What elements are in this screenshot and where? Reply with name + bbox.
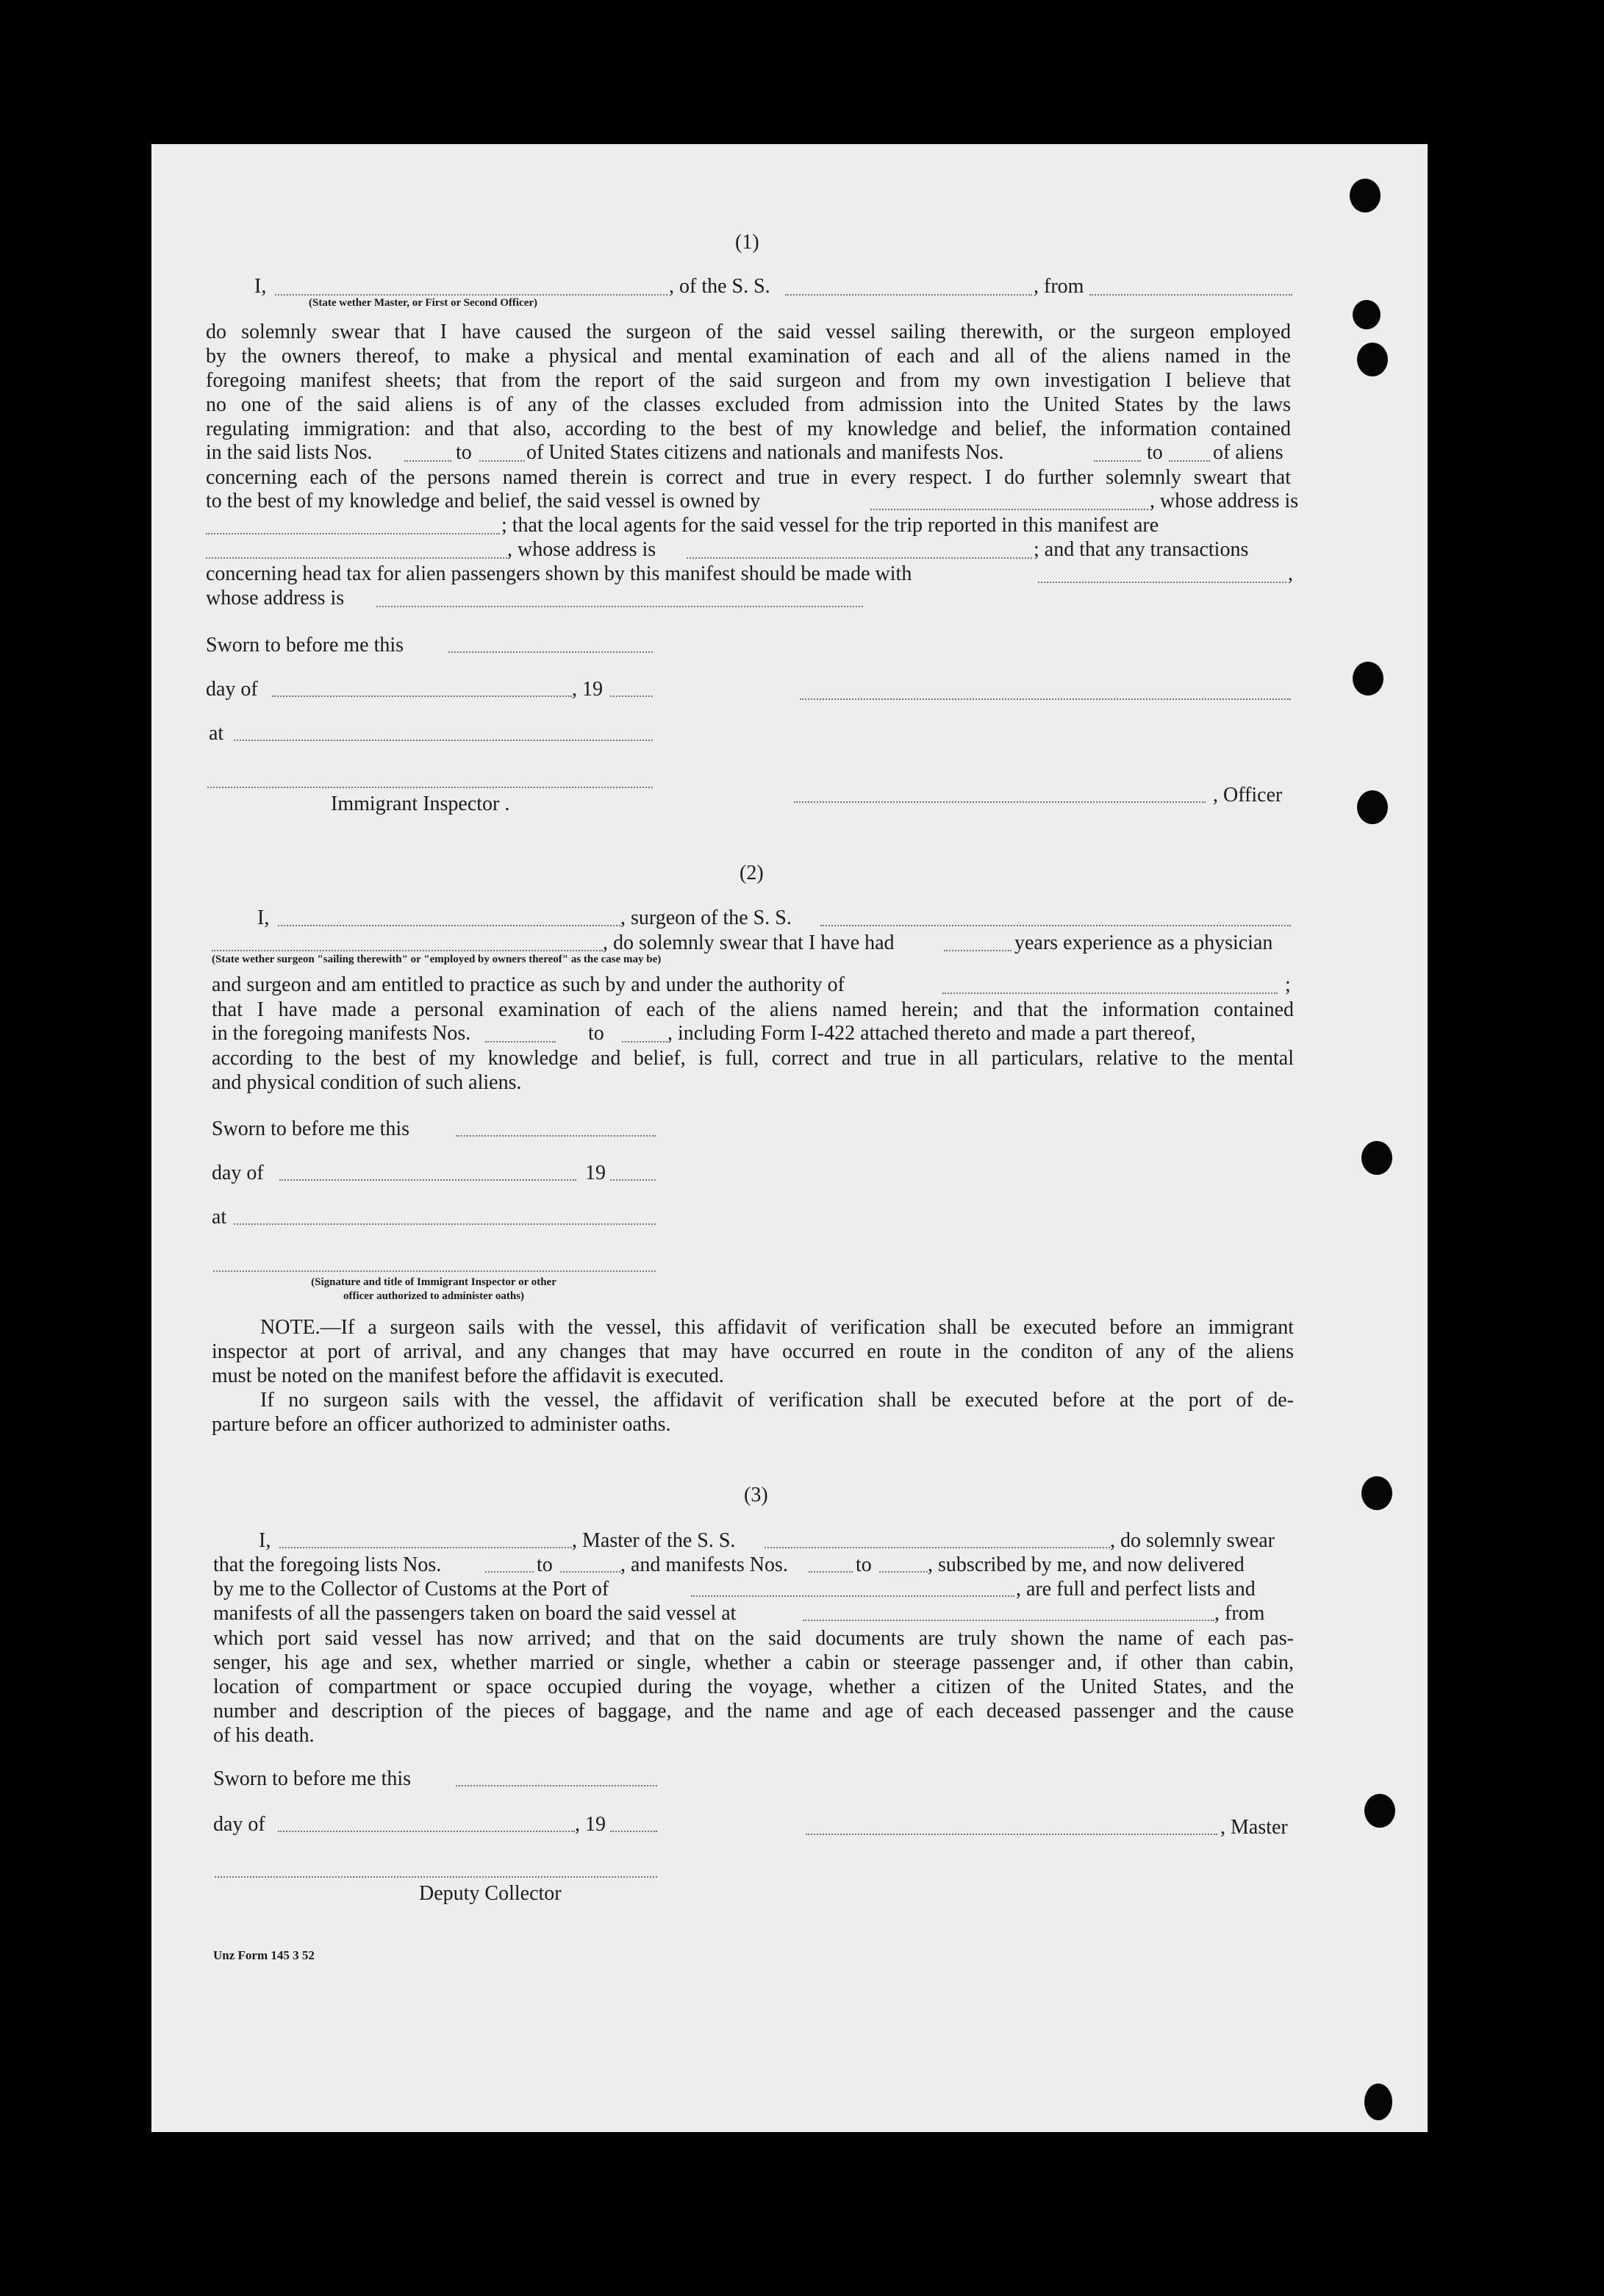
collector-port-label: by me to the Collector of Customs at the Port of xyxy=(213,1578,609,1601)
master-vessel-field[interactable] xyxy=(765,1547,1110,1548)
lists-from-field[interactable] xyxy=(404,460,451,462)
officer-rank-caption: (State wether Master, or First or Second Officer) xyxy=(309,297,538,309)
section-3-body xyxy=(213,1626,1294,1748)
to-label: to xyxy=(588,1022,604,1045)
to-label: to xyxy=(856,1553,872,1576)
delivered-label: , subscribed by me, and now delivered xyxy=(928,1553,1245,1576)
section-1-number: (1) xyxy=(735,231,759,254)
year-label: , 19 xyxy=(572,678,603,701)
master-of-label: , Master of the S. S. xyxy=(572,1529,736,1552)
punch-hole xyxy=(1361,1141,1392,1175)
local-agents-label: ; that the local agents for the said vessel for the trip reported in this manifest are xyxy=(501,514,1159,537)
body-line: and physical condition of such aliens. xyxy=(212,1071,522,1094)
section-3-i: I, xyxy=(259,1529,271,1552)
lists-nos-label: that the foregoing lists Nos. xyxy=(213,1553,442,1576)
note-paragraph-2 xyxy=(212,1388,1294,1437)
lists-to-field[interactable] xyxy=(560,1571,620,1573)
day-of-field[interactable] xyxy=(278,1831,575,1832)
officer-signature-extra-field[interactable] xyxy=(800,698,1291,700)
form-number: Unz Form 145 3 52 xyxy=(213,1948,315,1962)
sworn-date-field[interactable] xyxy=(456,1135,656,1137)
swear-label: , do solemnly swear that I have had xyxy=(603,931,895,954)
to-label: to xyxy=(456,441,472,464)
section-2-body xyxy=(212,1046,1294,1095)
day-of-field[interactable] xyxy=(279,1179,576,1181)
officer-rank-field[interactable] xyxy=(275,294,667,296)
day-of-field[interactable] xyxy=(272,695,572,697)
punch-hole xyxy=(1364,1794,1395,1828)
collector-port-field[interactable] xyxy=(691,1595,1014,1597)
day-of-label: day of xyxy=(206,678,258,701)
at-label: at xyxy=(209,722,224,745)
at-label: at xyxy=(212,1206,227,1229)
body-line: foregoing manifest sheets; that from the report of the said surgeon and from my own investigation I believe that xyxy=(206,369,1291,392)
lists-from-field[interactable] xyxy=(485,1571,534,1573)
section-3-number: (3) xyxy=(744,1484,768,1506)
at-field[interactable] xyxy=(234,1223,656,1225)
punch-hole xyxy=(1353,300,1381,329)
body-line: by the owners thereof, to make a physical and mental examination of each and all of the aliens named in the xyxy=(206,345,1291,368)
year-field[interactable] xyxy=(610,1179,656,1181)
punch-hole xyxy=(1350,179,1381,212)
address-label: whose address is xyxy=(206,587,345,609)
year-label: , 19 xyxy=(575,1813,606,1836)
citizens-label: of United States citizens and nationals and manifests Nos. xyxy=(526,441,1004,464)
section-2-line-4 xyxy=(212,998,1294,1022)
officer-signature-field[interactable] xyxy=(794,801,1206,803)
departure-port-field[interactable] xyxy=(803,1620,1214,1621)
signature-caption xyxy=(257,1276,610,1303)
vessel-name-field[interactable] xyxy=(785,294,1032,296)
sworn-date-field[interactable] xyxy=(448,651,653,653)
body-line: of his death. xyxy=(213,1724,315,1747)
punch-hole xyxy=(1357,343,1388,376)
day-of-label: day of xyxy=(212,1162,264,1184)
punch-hole xyxy=(1357,790,1388,824)
year-field[interactable] xyxy=(610,695,653,697)
manifests-from-field[interactable] xyxy=(485,1041,556,1043)
from-label: , from xyxy=(1214,1602,1265,1625)
authority-label: and surgeon and am entitled to practice as such by and under the authority of xyxy=(212,973,845,996)
officer-label: , Officer xyxy=(1213,784,1283,807)
to-label: to xyxy=(537,1553,553,1576)
collector-signature-field[interactable] xyxy=(215,1876,657,1878)
local-agents-field[interactable] xyxy=(206,557,507,559)
manifests-to-field[interactable] xyxy=(622,1041,667,1043)
surgeon-type-field[interactable] xyxy=(212,950,603,951)
full-lists-label: , are full and perfect lists and xyxy=(1016,1578,1256,1601)
aliens-label: of aliens xyxy=(1213,441,1283,464)
body-line: concerning each of the persons named therein is correct and true in every respect. I do further solemnly sweart that xyxy=(206,466,1291,489)
inspector-signature-field[interactable] xyxy=(207,787,653,788)
address-label: , whose address is xyxy=(507,538,656,561)
body-line: regulating immigration: and that also, according to the best of my knowledge and belief, the information contained xyxy=(206,418,1291,440)
body-line: location of compartment or space occupied during the voyage, whether a citizen of the United States, and the xyxy=(213,1675,1294,1698)
agents-address-field[interactable] xyxy=(687,557,1032,559)
master-name-field[interactable] xyxy=(279,1547,572,1548)
semicolon: ; xyxy=(1285,973,1291,996)
from-label: , from xyxy=(1034,275,1084,298)
transactions-label: ; and that any transactions xyxy=(1034,538,1249,561)
head-tax-address-field[interactable] xyxy=(376,606,863,607)
note-line: must be noted on the manifest before the affidavit is executed. xyxy=(212,1365,724,1387)
section-2-number: (2) xyxy=(740,862,764,884)
manifests-to-field[interactable] xyxy=(879,1571,928,1573)
sworn-label: Sworn to before me this xyxy=(206,634,404,657)
years-field[interactable] xyxy=(944,950,1012,951)
manifests-nos-label: , and manifests Nos. xyxy=(620,1553,788,1576)
year-label: 19 xyxy=(585,1162,606,1184)
taken-on-board-label: manifests of all the passengers taken on board the said vessel at xyxy=(213,1602,737,1625)
section-1-i: I, xyxy=(254,275,267,298)
owner-field[interactable] xyxy=(870,509,1148,510)
head-tax-contact-field[interactable] xyxy=(1038,582,1286,583)
inspector-signature-field[interactable] xyxy=(213,1270,656,1272)
manifests-from-field[interactable] xyxy=(1094,460,1141,462)
master-signature-field[interactable] xyxy=(806,1834,1217,1835)
owner-address-field[interactable] xyxy=(206,533,500,534)
comma: , xyxy=(1288,562,1293,585)
swear-label: , do solemnly swear xyxy=(1110,1529,1275,1552)
sworn-label: Sworn to before me this xyxy=(212,1117,410,1140)
surgeon-of-label: , surgeon of the S. S. xyxy=(620,906,792,929)
note-line: NOTE.—If a surgeon sails with the vessel, this affidavit of verification shall be executed before an immigrant xyxy=(260,1316,1294,1339)
form-i422-label: , including Form I-422 attached thereto and made a part thereof, xyxy=(667,1022,1196,1045)
authority-field[interactable] xyxy=(942,993,1278,994)
body-line: number and description of the pieces of baggage, and the name and age of each deceased passenger and the cause xyxy=(213,1700,1294,1723)
section-1-body xyxy=(206,320,1291,441)
address-label: , whose address is xyxy=(1150,490,1299,512)
note-line: parture before an officer authorized to administer oaths. xyxy=(212,1413,671,1436)
punch-hole xyxy=(1361,1476,1392,1510)
year-field[interactable] xyxy=(610,1831,657,1832)
body-line: which port said vessel has now arrived; and that on the said documents are truly shown the name of each pas- xyxy=(213,1627,1294,1650)
years-label: years experience as a physician xyxy=(1014,931,1273,954)
manifests-nos-label: in the foregoing manifests Nos. xyxy=(212,1022,471,1045)
surgeon-vessel-field[interactable] xyxy=(820,925,1291,926)
immigrant-inspector-label: Immigrant Inspector . xyxy=(331,793,510,815)
sworn-date-field[interactable] xyxy=(456,1785,657,1787)
punch-hole xyxy=(1353,662,1383,695)
master-label: , Master xyxy=(1220,1816,1288,1839)
body-line: no one of the said aliens is of any of the classes excluded from admission into the United States by the laws xyxy=(206,393,1291,416)
body-line: according to the best of my knowledge and belief, is full, correct and true in all particulars, relative to the mental xyxy=(212,1047,1294,1070)
at-field[interactable] xyxy=(234,740,653,741)
surgeon-type-caption: (State wether surgeon "sailing therewith" or "employed by owners thereof" as the case may be) xyxy=(212,954,662,965)
body-line: do solemnly swear that I have caused the surgeon of the said vessel sailing therewith, or the surgeon employed xyxy=(206,321,1291,343)
from-port-field[interactable] xyxy=(1089,294,1292,296)
surgeon-name-field[interactable] xyxy=(278,925,620,926)
signature-caption-line: (Signature and title of Immigrant Inspector or other xyxy=(311,1276,556,1288)
manifests-to-field[interactable] xyxy=(1169,460,1210,462)
deputy-collector-label: Deputy Collector xyxy=(419,1882,562,1905)
of-ss-label: , of the S. S. xyxy=(669,275,770,298)
body-line: senger, his age and sex, whether married or single, whether a cabin or steerage passenger and, if other than cabin, xyxy=(213,1651,1294,1674)
note-line: If no surgeon sails with the vessel, the affidavit of verification shall be executed before at the port of de- xyxy=(260,1389,1294,1412)
lists-nos-label: in the said lists Nos. xyxy=(206,441,373,464)
manifests-from-field[interactable] xyxy=(809,1571,853,1573)
head-tax-label: concerning head tax for alien passengers shown by this manifest should be made with xyxy=(206,562,912,585)
owned-by-label: to the best of my knowledge and belief, the said vessel is owned by xyxy=(206,490,761,512)
day-of-label: day of xyxy=(213,1813,265,1836)
to-label: to xyxy=(1147,441,1163,464)
note-paragraph-1 xyxy=(212,1315,1294,1388)
section-1-line-7 xyxy=(206,465,1291,490)
signature-caption-line: officer authorized to administer oaths) xyxy=(343,1290,525,1302)
punch-hole xyxy=(1364,2084,1392,2120)
body-line: that I have made a personal examination of each of the aliens named herein; and that the information contained xyxy=(212,998,1294,1021)
lists-to-field[interactable] xyxy=(479,460,525,462)
note-line: inspector at port of arrival, and any changes that may have occurred en route in the conditon of any of the aliens xyxy=(212,1340,1294,1363)
sworn-label: Sworn to before me this xyxy=(213,1767,412,1790)
section-2-i: I, xyxy=(257,906,270,929)
